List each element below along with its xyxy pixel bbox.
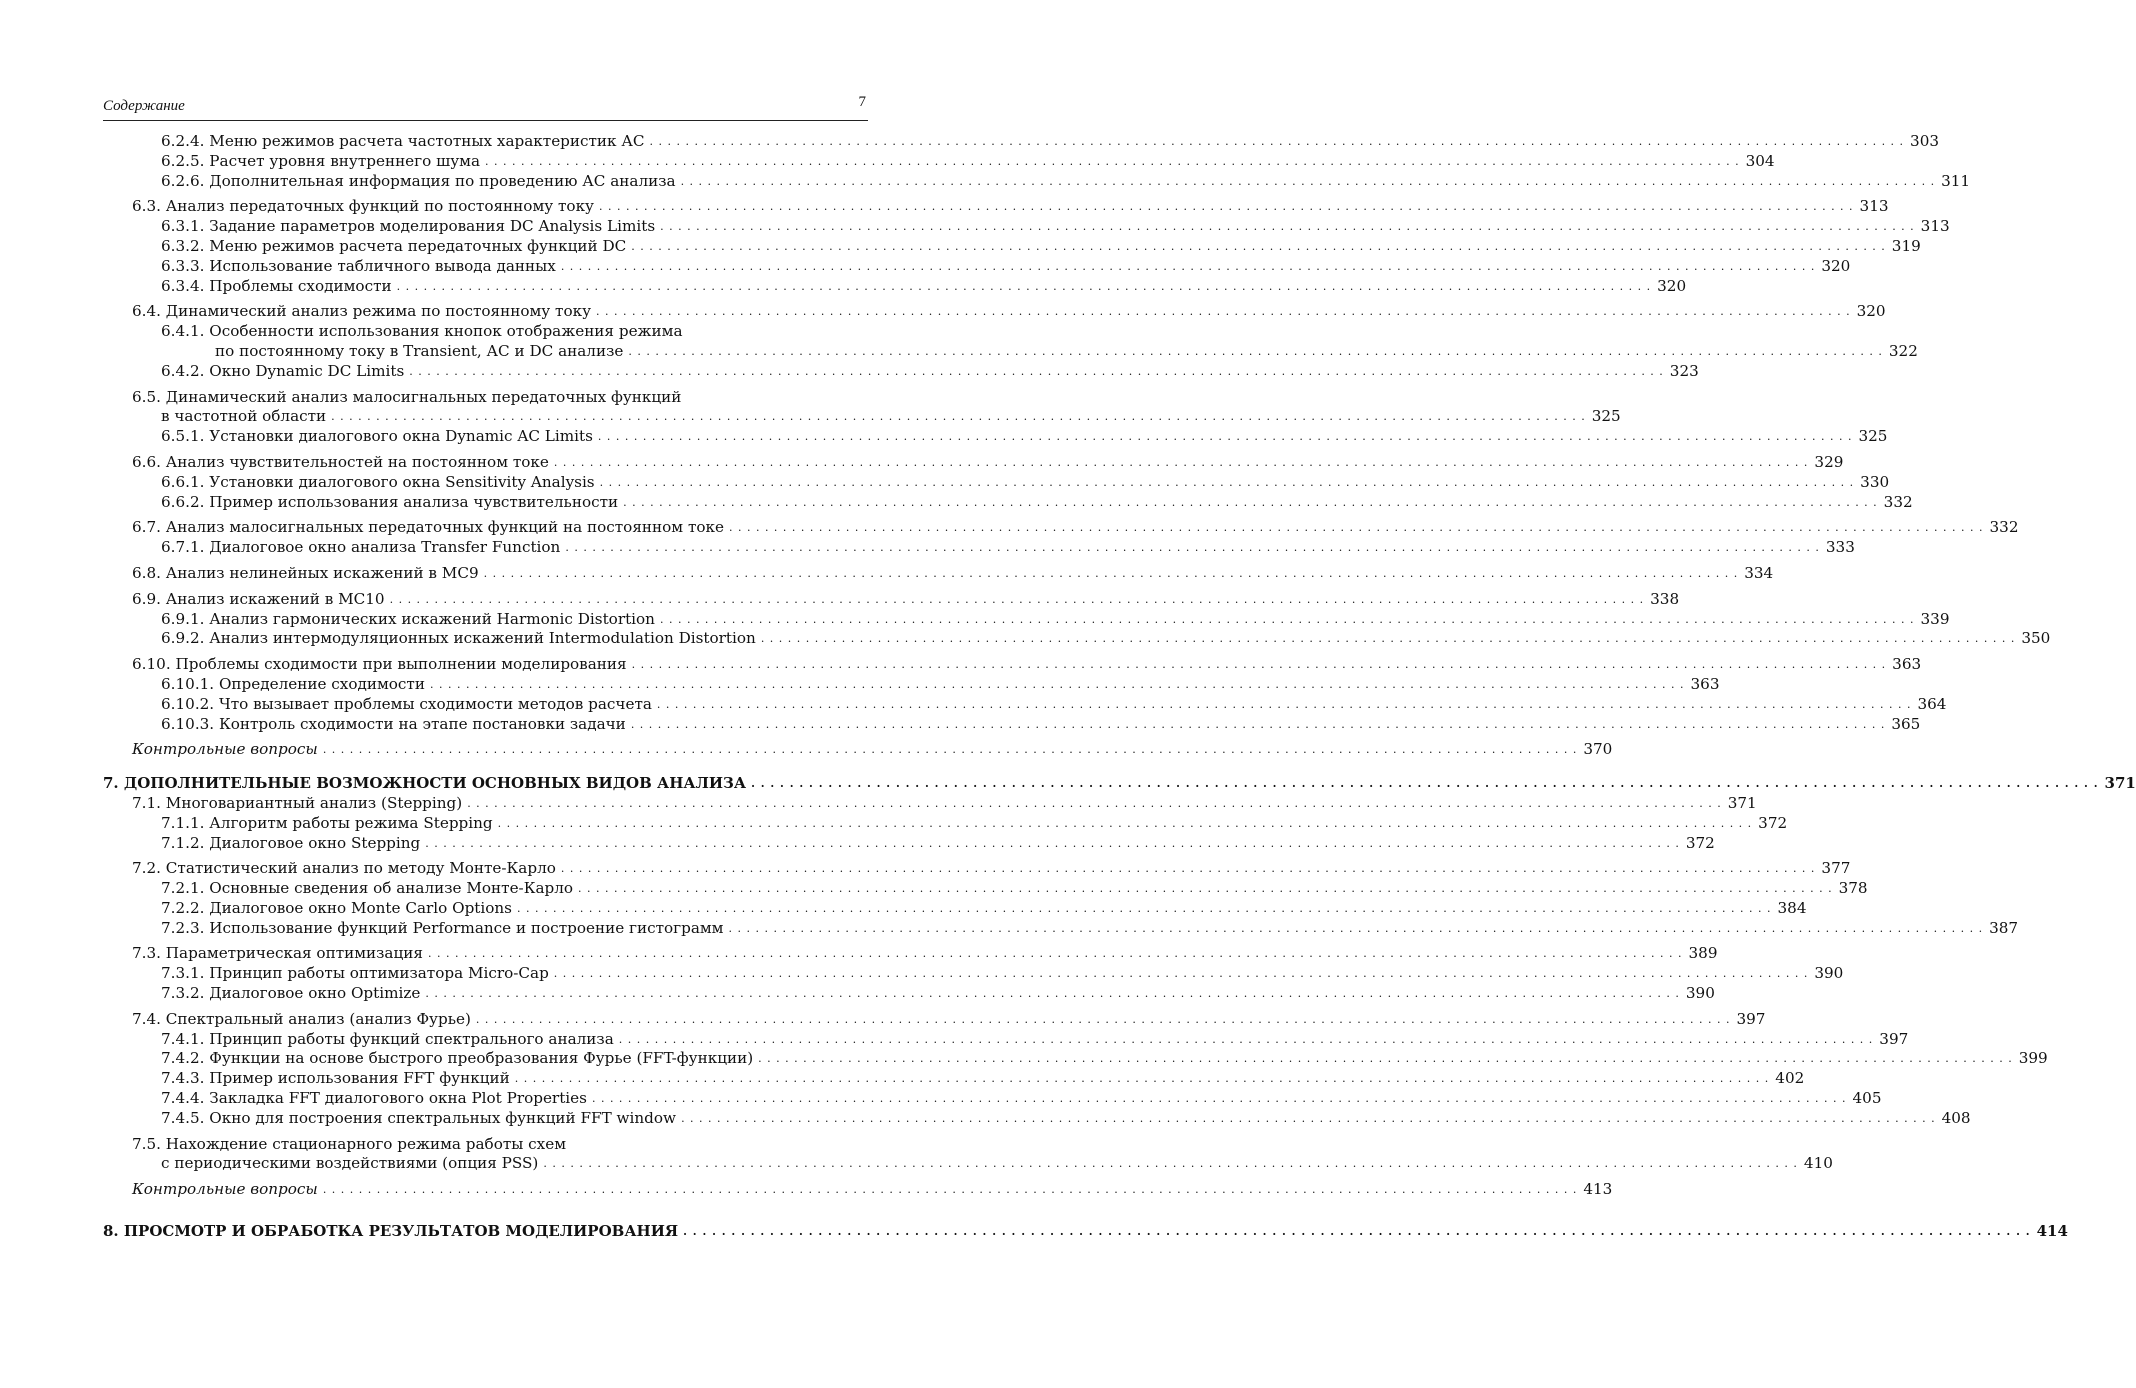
toc-entry-title: 7.4.3. Пример использования FFT функций xyxy=(161,1069,510,1088)
toc-entry-page: 387 xyxy=(1989,918,2019,937)
toc-entry-title: 6.7.1. Диалоговое окно анализа Transfer Function xyxy=(161,538,561,557)
toc-entry-title: 7.2.2. Диалоговое окно Monte Carlo Options xyxy=(161,898,512,917)
dot-leader: . . . . . . . . . . . . . . . . . . . . . . . . . . . . . . . . . . . . . . . . . . . . . . . . . . . . . . . . . . . . . . . . . . . . . . . . . . . . . . . . . . . . . . . . . . . . . . . . . . . . . . . . . . . . . . . . . . . . . . . . . . . . . . . . . . . . . . . . . . . . xyxy=(728,521,1984,535)
toc-entry xyxy=(103,1049,2048,1069)
toc-entry-page: 319 xyxy=(1891,236,1921,255)
toc-entry-title: 6.2.4. Меню режимов расчета частотных характеристик АС xyxy=(161,132,645,150)
toc-entry-title: 7.3.2. Диалоговое окно Optimize xyxy=(161,984,421,1003)
toc-entry-page: 332 xyxy=(1883,492,1913,511)
toc-entry xyxy=(103,563,1774,584)
toc-entry-page: 363 xyxy=(1690,674,1720,693)
dot-leader: . . . . . . . . . . . . . . . . . . . . . . . . . . . . . . . . . . . . . . . . . . . . . . . . . . . . . . . . . . . . . . . . . . . . . . . . . . . . . . . . . . . . . . . . . . . . . . . . . . . . . . . . . . . . . . . . . . . . . . . . . . . . . . . . . . . . . . . . . . . . xyxy=(560,259,1816,273)
toc-entry xyxy=(103,171,1971,192)
dot-leader: . . . . . . . . . . . . . . . . . . . . . . . . . . . . . . . . . . . . . . . . . . . . . . . . . . . . . . . . . . . . . . . . . . . . . . . . . . . . . . . . . . . . . . . . . . . . . . . . . . . . . . . . . . . . . . . . . . . . . . . . . . . . . . . . . . . . . . . . . . . . xyxy=(475,1012,1731,1026)
toc-entry-title: 6.3.2. Меню режимов расчета передаточных функций DC xyxy=(161,236,627,255)
toc-entry-title: 6.9.2. Анализ интермодуляционных искажений Intermodulation Distortion xyxy=(161,629,756,648)
toc-entry-page: 325 xyxy=(1591,407,1621,426)
dot-leader: . . . . . . . . . . . . . . . . . . . . . . . . . . . . . . . . . . . . . . . . . . . . . . . . . . . . . . . . . . . . . . . . . . . . . . . . . . . . . . . . . . . . . . . . . . . . . . . . . . . . . . . . . . . . . . . . . . . . . . . . . . . . . . . . . . . . . . . . . . . . xyxy=(599,200,1854,214)
toc-entry-title: 7.2.3. Использование функций Performance и построение гистограмм xyxy=(161,918,724,937)
toc-entry xyxy=(103,452,1844,473)
toc-entry-title: 7.1. Многовариантный анализ (Stepping) xyxy=(132,793,463,812)
toc-entry-title: 7. ДОПОЛНИТЕЛЬНЫЕ ВОЗМОЖНОСТИ ОСНОВНЫХ ВИДОВ АНАЛИЗА xyxy=(103,774,747,793)
toc-entry-title: 7.4.2. Функции на основе быстрого преобразования Фурье (FFT-функции) xyxy=(161,1049,754,1068)
header-title: Содержание xyxy=(103,98,185,114)
toc-entry-title: Контрольные вопросы xyxy=(132,1180,318,1199)
toc-entry-title: 7.1.1. Алгоритм работы режима Stepping xyxy=(161,813,493,832)
toc-entry xyxy=(103,256,1851,277)
toc-entry-title: 6.7. Анализ малосигнальных передаточных функций на постоянном токе xyxy=(132,518,724,537)
dot-leader: . . . . . . . . . . . . . . . . . . . . . . . . . . . . . . . . . . . . . . . . . . . . . . . . . . . . . . . . . . . . . . . . . . . . . . . . . . . . . . . . . . . . . . . . . . . . . . . . . . . . . . . . . . . . . . . . . . . . . . . . . . . . . . . . . . . . . . . . . . . . xyxy=(628,344,1883,358)
toc-entry-page: 377 xyxy=(1821,859,1851,878)
toc-entry-page: 372 xyxy=(1758,813,1788,832)
toc-entry xyxy=(103,1180,1613,1200)
dot-leader: . . . . . . . . . . . . . . . . . . . . . . . . . . . . . . . . . . . . . . . . . . . . . . . . . . . . . . . . . . . . . . . . . . . . . . . . . . . . . . . . . . . . . . . . . . . . . . . . . . . . . . . . . . . . . . . . . . . . . . . . . . . . . . . . . . . . . . . . . . . . xyxy=(656,697,1912,711)
toc-entry-title: 7.3. Параметрическая оптимизация xyxy=(132,944,423,963)
toc-entry-page: 390 xyxy=(1685,984,1715,1003)
toc-entry xyxy=(103,1069,1805,1089)
toc-entry-page: 365 xyxy=(1891,714,1921,733)
toc-entry-page: 371 xyxy=(1727,793,1757,812)
dot-leader: . . . . . . . . . . . . . . . . . . . . . . . . . . . . . . . . . . . . . . . . . . . . . . . . . . . . . . . . . . . . . . . . . . . . . . . . . . . . . . . . . . . . . . . . . . . . . . . . . . . . . . . . . . . . . . . . . . . . . . . . . . . . . . . . . . . . . . . . . . . . xyxy=(429,677,1685,691)
dot-leader: . . . . . . . . . . . . . . . . . . . . . . . . . . . . . . . . . . . . . . . . . . . . . . . . . . . . . . . . . . . . . . . . . . . . . . . . . . . . . . . . . . . . . . . . . . . . . . . . . . . . . . . . . . . . . . . . . . . . . . . . . . . . . . . . . . . . . . . . . . . . xyxy=(630,717,1886,731)
toc-entry-title: Контрольные вопросы xyxy=(132,740,318,759)
toc-entry-page: 399 xyxy=(2018,1049,2048,1068)
toc-entry xyxy=(103,407,1621,427)
dot-leader: . . . . . . . . . . . . . . . . . . . . . . . . . . . . . . . . . . . . . . . . . . . . . . . . . . . . . . . . . . . . . . . . . . . . . . . . . . . . . . . . . . . . . . . . . . . . . . . . . . . . . . . . . . . . . . . . . . . . . . . . . . . . . . . . . . . . . . . . . . . . xyxy=(631,658,1887,672)
dot-leader: . . . . . . . . . . . . . . . . . . . . . . . . . . . . . . . . . . . . . . . . . . . . . . . . . . . . . . . . . . . . . . . . . . . . . . . . . . . . . . . . . . . . . . . . . . . . . . . . . . . . . . . . . . . . . . . . . . . . . . . . . . . . . . . . . . . . . . . . . . . . xyxy=(680,174,1936,188)
toc-entry-page: 320 xyxy=(1821,256,1851,275)
toc-entry-title: 6.3.3. Использование табличного вывода данных xyxy=(161,256,556,275)
toc-entry-page: 311 xyxy=(1941,171,1971,190)
toc-entry-title: 7.3.1. Принцип работы оптимизатора Micro-Cap xyxy=(161,964,549,983)
dot-leader: . . . . . . . . . . . . . . . . . . . . . . . . . . . . . . . . . . . . . . . . . . . . . . . . . . . . . . . . . . . . . . . . . . . . . . . . . . . . . . . . . . . . . . . . . . . . . . . . . . . . . . . . . . . . . . . . . . . . . . . . . . . . . . . . . . . . . . . . . . . . xyxy=(565,541,1820,555)
toc-entry xyxy=(103,1108,1971,1129)
toc-entry-title: 7.4. Спектральный анализ (анализ Фурье) xyxy=(132,1009,471,1028)
toc-entry-page: 413 xyxy=(1583,1180,1613,1199)
toc-entry-page: 332 xyxy=(1989,518,2019,537)
dot-leader: . . . . . . . . . . . . . . . . . . . . . . . . . . . . . . . . . . . . . . . . . . . . . . . . . . . . . . . . . . . . . . . . . . . . . . . . . . . . . . . . . . . . . . . . . . . . . . . . . . . . . . . . . . . . . . . . . . . . . . . . . . . . . . . . . . . . . . . . . . . . xyxy=(322,743,1578,757)
toc-entry xyxy=(103,918,2019,939)
toc-entry-title: 6.2.5. Расчет уровня внутреннего шума xyxy=(161,151,481,170)
dot-leader: . . . . . . . . . . . . . . . . . . . . . . . . . . . . . . . . . . . . . . . . . . . . . . . . . . . . . . . . . . . . . . . . . . . . . . . . . . . . . . . . . . . . . . . . . . . . . . . . . . . . . . . . . . . . . . . . . . . . . . . . . . . . . . . . . . . . . . . . . . . . xyxy=(516,901,1772,915)
toc-entry-page: 350 xyxy=(2021,629,2051,648)
toc-entry-page: 313 xyxy=(1859,197,1889,216)
toc-entry xyxy=(103,276,1687,297)
dot-leader: . . . . . . . . . . . . . . . . . . . . . . . . . . . . . . . . . . . . . . . . . . . . . . . . . . . . . . . . . . . . . . . . . . . . . . . . . . . . . . . . . . . . . . . . . . . . . . . . . . . . . . . . . . . . . . . . . . . . . . . . . . . . . . . . . . . . . . . . . . . . xyxy=(631,239,1886,253)
toc-entry-page: 320 xyxy=(1856,302,1886,321)
toc-entry-page: 378 xyxy=(1838,879,1868,898)
dot-leader: . . . . . . . . . . . . . . . . . . . . . . . . . . . . . . . . . . . . . . . . . . . . . . . . . . . . . . . . . . . . . . . . . . . . . . . . . . . . . . . . . . . . . . . . . . . . . . . . . . . . . . . . . . . . . . . . . . . . . . . . . . . . . . . . . . . . . . . . . . . . xyxy=(497,816,1753,830)
toc-entry-page: 338 xyxy=(1650,589,1680,608)
toc-entry xyxy=(103,1029,1909,1050)
toc-entry xyxy=(103,674,1720,695)
dot-leader: . . . . . . . . . . . . . . . . . . . . . . . . . . . . . . . . . . . . . . . . . . . . . . . . . . . . . . . . . . . . . . . . . . . . . . . . . . . . . . . . . . . . . . . . . . . . . . . . . . . . . . . . . . . . . . . . . . . . . . . . . . . . . . . . . . . . . . . . . . . . xyxy=(758,1052,2013,1066)
dot-leader: . . . . . . . . . . . . . . . . . . . . . . . . . . . . . . . . . . . . . . . . . . . . . . . . . . . . . . . . . . . . . . . . . . . . . . . . . . . . . . . . . . . . . . . . . . . . . . . . . . . . . . . . . . . . . . . . . . . . . . . . . . . . . . . . . . . . . . . . . . . . xyxy=(427,947,1683,961)
toc-entry xyxy=(103,984,1715,1004)
dot-leader: . . . . . . . . . . . . . . . . . . . . . . . . . . . . . . . . . . . . . . . . . . . . . . . . . . . . . . . . . . . . . . . . . . . . . . . . . . . . . . . . . . . . . . . . . . . . . . . . . . . . . . . . . . . . . . . . . . . . . . . . . . . . . . . . . . . . . . . . . . . . xyxy=(599,475,1855,489)
dot-leader: . . . . . . . . . . . . . . . . . . . . . . . . . . . . . . . . . . . . . . . . . . . . . . . . . . . . . . . . . . . . . . . . . . . . . . . . . . . . . . . . . . . . . . . . . . . . . . . . . . . . . . . . . . . . . . . . . . . . . . . . . . . . . . . . . . . . . . . . . . . . xyxy=(425,836,1680,850)
toc-entry-title: 6.10.3. Контроль сходимости на этапе постановки задачи xyxy=(161,714,626,733)
toc-entry-title: 6.2.6. Дополнительная информация по проведению АС анализа xyxy=(161,171,676,190)
dot-leader: . . . . . . . . . . . . . . . . . . . . . . . . . . . . . . . . . . . . . . . . . . . . . . . . . . . . . . . . . . . . . . . . . . . . . . . . . . . . . . . . . . . . . . . . . . . . . . . . . . . . . . . . . . . . . . . . . . . . . . . . . . . . . . . . . . . . . . . . . . . . xyxy=(618,1032,1874,1046)
toc-entry-page: 371 xyxy=(2104,774,2136,793)
toc-entry xyxy=(103,694,1947,715)
toc-entry-title: 6.4.1. Особенности использования кнопок отображения режима xyxy=(161,322,683,341)
dot-leader: . . . . . . . . . . . . . . . . . . . . . . . . . . . . . . . . . . . . . . . . . . . . . . . . . . . . . . . . . . . . . . . . . . . . . . . . . . . . . . . . . . . . . . . . . . . . . . . . . . . . . . . . . . . . . . . . . . . . . . . . . . . . . . . . . . . . . . . . . . . . xyxy=(409,364,1664,378)
toc-entry-title: 6.4. Динамический анализ режима по постоянному току xyxy=(132,302,592,321)
dot-leader: . . . . . . . . . . . . . . . . . . . . . . . . . . . . . . . . . . . . . . . . . . . . . . . . . . . . . . . . . . . . . . . . . . . . . . . . . . . . . . . . . . . . . . . . . . . . . . . . . . . . . . . . . . . . . . . . . . . . . . . . . . . . . . . . . . . . . . . . . . . . xyxy=(553,967,1809,981)
toc-entry xyxy=(103,944,1718,964)
toc-entry-title: по постоянному току в Transient, АС и DC анализе xyxy=(215,341,624,360)
toc-entry-page: 390 xyxy=(1814,964,1844,983)
toc-entry-page: 405 xyxy=(1852,1089,1882,1108)
toc-entry-title: 7.2. Статистический анализ по методу Монте-Карло xyxy=(132,859,556,878)
toc-entry xyxy=(103,132,1940,152)
toc-entry-page: 323 xyxy=(1669,361,1699,380)
toc-entry xyxy=(103,740,1613,760)
dot-leader: . . . . . . . . . . . . . . . . . . . . . . . . . . . . . . . . . . . . . . . . . . . . . . . . . . . . . . . . . . . . . . . . . . . . . . . . . . . . . . . . . . . . . . . . . . . . . . . . . . . . . . . . . . . . . . . . . . . . . . . . . . . . . . . . . . . . . . . . . . . . xyxy=(483,566,1739,580)
toc-entry-page: 414 xyxy=(2036,1222,2068,1241)
toc-entry-page: 339 xyxy=(1920,609,1950,628)
toc-entry-title: 7.1.2. Диалоговое окно Stepping xyxy=(161,833,421,852)
dot-leader: . . . . . . . . . . . . . . . . . . . . . . . . . . . . . . . . . . . . . . . . . . . . . . . . . . . . . . . . . . . . . . . . . . . . . . . . . . . . . . . . . . . . . . . . . . . . . . . . . . . . . . . . . . . . . . . . . . . . . . . . . . . . . . . . . . . . . . . . . . . . xyxy=(553,455,1809,469)
toc-entry-title: 7.4.5. Окно для построения спектральных функций FFT window xyxy=(161,1108,677,1127)
toc-entry-title: в частотной области xyxy=(161,407,327,426)
toc-entry xyxy=(103,1089,1882,1109)
toc-entry-title: 7.5. Нахождение стационарного режима работы схем xyxy=(132,1134,567,1153)
dot-leader: . . . . . . . . . . . . . . . . . . . . . . . . . . . . . . . . . . . . . . . . . . . . . . . . . . . . . . . . . . . . . . . . . . . . . . . . . . . . . . . . . . . . . . . . . . . . . . . . . . . . . . . . . . . . . . . . . . . . . . . . . . . . . . . . . . . . . . . . . . . . xyxy=(760,632,2016,646)
dot-leader: . . . . . . . . . . . . . . . . . . . . . . . . . . . . . . . . . . . . . . . . . . . . . . . . . . . . . . . . . . . . . . . . . . . . . . . . . . . . . . . . . . . . . . . . . . . . . . . . . . . . . . . . . . . . . . . . . . . . . . . . . . . . . . . . . . . . . . . . . . . . xyxy=(396,279,1652,293)
dot-leader: . . . . . . . . . . . . . . . . . . . . . . . . . . . . . . . . . . . . . . . . . . . . . . . . . . . . . . . . . . . . . . . . . . . . . . . . . . . . . . . . . . . . . . . . . . . . . . . . . . . . . . . . . . . . . . . . . . . . . . . . . . . . . . . . . . . . . . . . . . . . xyxy=(591,1092,1847,1106)
toc-entry xyxy=(103,341,1918,362)
toc-entry-page: 313 xyxy=(1920,217,1950,236)
toc-entry xyxy=(103,151,1775,172)
toc-entry-title: 6.6.1. Установки диалогового окна Sensitivity Analysis xyxy=(161,472,595,491)
toc-entry-title: 6.4.2. Окно Dynamic DC Limits xyxy=(161,361,405,380)
dot-leader: . . . . . . . . . . . . . . . . . . . . . . . . . . . . . . . . . . . . . . . . . . . . . . . . . . . . . . . . . . . . . . . . . . . . . . . . . . . . . . . . . . . . . . . . . . . . . . . . . . . . . . . . . . . . . . . . . . . . . . . . . . . . . . . . . . . . . . . . . . . . xyxy=(683,1225,2031,1239)
toc-entry xyxy=(103,388,865,408)
toc-entry-title: 6.8. Анализ нелинейных искажений в МС9 xyxy=(132,563,479,582)
toc-entry-title: 6.10.1. Определение сходимости xyxy=(161,674,425,693)
toc-entry-title: 7.4.4. Закладка FFT диалогового окна Plot Properties xyxy=(161,1089,587,1108)
toc-entry-title: 8. ПРОСМОТР И ОБРАБОТКА РЕЗУЛЬТАТОВ МОДЕЛИРОВАНИЯ xyxy=(103,1222,679,1241)
toc-entry-title: 6.3.1. Задание параметров моделирования DC Analysis Limits xyxy=(161,217,656,236)
dot-leader: . . . . . . . . . . . . . . . . . . . . . . . . . . . . . . . . . . . . . . . . . . . . . . . . . . . . . . . . . . . . . . . . . . . . . . . . . . . . . . . . . . . . . . . . . . . . . . . . . . . . . . . . . . . . . . . . . . . . . . . . . . . . . . . . . . . . . . . . . . . . xyxy=(596,305,1851,319)
dot-leader: . . . . . . . . . . . . . . . . . . . . . . . . . . . . . . . . . . . . . . . . . . . . . . . . . . . . . . . . . . . . . . . . . . . . . . . . . . . . . . . . . . . . . . . . . . . . . . . . . . . . . . . . . . . . . . . . . . . . . . . . . . . . . . . . . . . . . . . . . . . . xyxy=(560,862,1816,876)
toc-entry-page: 304 xyxy=(1745,151,1775,170)
toc-entry-page: 320 xyxy=(1657,276,1687,295)
dot-leader: . . . . . . . . . . . . . . . . . . . . . . . . . . . . . . . . . . . . . . . . . . . . . . . . . . . . . . . . . . . . . . . . . . . . . . . . . . . . . . . . . . . . . . . . . . . . . . . . . . . . . . . . . . . . . . . . . . . . . . . . . . . . . . . . . . . . . . . . . . . . xyxy=(331,410,1586,424)
dot-leader: . . . . . . . . . . . . . . . . . . . . . . . . . . . . . . . . . . . . . . . . . . . . . . . . . . . . . . . . . . . . . . . . . . . . . . . . . . . . . . . . . . . . . . . . . . . . . . . . . . . . . . . . . . . . . . . . . . . . . . . . . . . . . . . . . . . . . . . . . . . . xyxy=(485,154,1740,168)
toc-entry xyxy=(103,609,1950,630)
toc-entry-page: 363 xyxy=(1892,655,1922,674)
toc-entry-page: 303 xyxy=(1910,132,1940,150)
dot-leader: . . . . . . . . . . . . . . . . . . . . . . . . . . . . . . . . . . . . . . . . . . . . . . . . . . . . . . . . . . . . . . . . . . . . . . . . . . . . . . . . . . . . . . . . . . . . . . . . . . . . . . . . . . . . . . . . . . . . . . . . . . . . . . . . . . . . . . . . . . . . xyxy=(623,495,1878,509)
dot-leader: . . . . . . . . . . . . . . . . . . . . . . . . . . . . . . . . . . . . . . . . . . . . . . . . . . . . . . . . . . . . . . . . . . . . . . . . . . . . . . . . . . . . . . . . . . . . . . . . . . . . . . . . . . . . . . . . . . . . . . . . . . . . . . . . . . . . . . . . . . . . xyxy=(751,777,2099,791)
toc-entry-title: 6.5.1. Установки диалогового окна Dynamic AC Limits xyxy=(161,427,593,446)
toc-entry xyxy=(103,793,1757,814)
dot-leader: . . . . . . . . . . . . . . . . . . . . . . . . . . . . . . . . . . . . . . . . . . . . . . . . . . . . . . . . . . . . . . . . . . . . . . . . . . . . . . . . . . . . . . . . . . . . . . . . . . . . . . . . . . . . . . . . . . . . . . . . . . . . . . . . . . . . . . . . . . . . xyxy=(425,987,1680,1001)
toc-entry-title: 6.3. Анализ передаточных функций по постоянному току xyxy=(132,197,594,216)
dot-leader: . . . . . . . . . . . . . . . . . . . . . . . . . . . . . . . . . . . . . . . . . . . . . . . . . . . . . . . . . . . . . . . . . . . . . . . . . . . . . . . . . . . . . . . . . . . . . . . . . . . . . . . . . . . . . . . . . . . . . . . . . . . . . . . . . . . . . . . . . . . . xyxy=(597,430,1853,444)
toc-entry xyxy=(103,427,1888,447)
toc-entry-title: 6.5. Динамический анализ малосигнальных передаточных функций xyxy=(132,387,682,406)
toc-entry-page: 330 xyxy=(1860,472,1890,491)
toc-entry xyxy=(103,197,1889,217)
toc-entry xyxy=(103,472,1890,493)
dot-leader: . . . . . . . . . . . . . . . . . . . . . . . . . . . . . . . . . . . . . . . . . . . . . . . . . . . . . . . . . . . . . . . . . . . . . . . . . . . . . . . . . . . . . . . . . . . . . . . . . . . . . . . . . . . . . . . . . . . . . . . . . . . . . . . . . . . . . . . . . . . . xyxy=(578,882,1833,896)
page-number: 7 xyxy=(858,94,866,110)
toc-entry xyxy=(103,538,1855,558)
dot-leader: . . . . . . . . . . . . . . . . . . . . . . . . . . . . . . . . . . . . . . . . . . . . . . . . . . . . . . . . . . . . . . . . . . . . . . . . . . . . . . . . . . . . . . . . . . . . . . . . . . . . . . . . . . . . . . . . . . . . . . . . . . . . . . . . . . . . . . . . . . . . xyxy=(728,921,1984,935)
toc-entry-page: 384 xyxy=(1777,898,1807,917)
toc-entry xyxy=(103,655,1922,675)
toc-entry-page: 397 xyxy=(1736,1009,1766,1028)
toc-entry-page: 333 xyxy=(1825,538,1855,557)
toc-entry-title: 6.6.2. Пример использования анализа чувствительности xyxy=(161,492,619,511)
table-of-contents xyxy=(103,132,2136,1242)
toc-entry xyxy=(103,236,1921,257)
toc-entry-title: 6.10.2. Что вызывает проблемы сходимости методов расчета xyxy=(161,694,652,713)
toc-entry xyxy=(103,813,1788,834)
toc-entry-title: 6.9. Анализ искажений в МС10 xyxy=(132,589,385,608)
toc-entry-page: 408 xyxy=(1941,1108,1971,1127)
toc-entry-page: 325 xyxy=(1858,427,1888,446)
toc-entry-title: 7.2.1. Основные сведения об анализе Монте-Карло xyxy=(161,879,574,898)
toc-entry-page: 402 xyxy=(1775,1069,1805,1088)
toc-entry xyxy=(103,714,1921,735)
toc-entry-title: 6.6. Анализ чувствительностей на постоянном токе xyxy=(132,452,549,471)
toc-entry xyxy=(103,217,1950,237)
toc-entry xyxy=(103,492,1913,513)
toc-entry-title: 7.4.1. Принцип работы функций спектрального анализа xyxy=(161,1029,614,1048)
toc-entry xyxy=(103,302,1886,322)
toc-entry xyxy=(103,1009,1766,1030)
toc-entry xyxy=(103,1154,1833,1174)
dot-leader: . . . . . . . . . . . . . . . . . . . . . . . . . . . . . . . . . . . . . . . . . . . . . . . . . . . . . . . . . . . . . . . . . . . . . . . . . . . . . . . . . . . . . . . . . . . . . . . . . . . . . . . . . . . . . . . . . . . . . . . . . . . . . . . . . . . . . . . . . . . . xyxy=(389,592,1645,606)
toc-entry xyxy=(103,879,1868,899)
toc-entry xyxy=(103,629,2051,649)
dot-leader: . . . . . . . . . . . . . . . . . . . . . . . . . . . . . . . . . . . . . . . . . . . . . . . . . . . . . . . . . . . . . . . . . . . . . . . . . . . . . . . . . . . . . . . . . . . . . . . . . . . . . . . . . . . . . . . . . . . . . . . . . . . . . . . . . . . . . . . . . . . . xyxy=(660,220,1915,234)
toc-entry xyxy=(103,361,1699,382)
dot-leader: . . . . . . . . . . . . . . . . . . . . . . . . . . . . . . . . . . . . . . . . . . . . . . . . . . . . . . . . . . . . . . . . . . . . . . . . . . . . . . . . . . . . . . . . . . . . . . . . . . . . . . . . . . . . . . . . . . . . . . . . . . . . . . . . . . . . . . . . . . . . xyxy=(543,1157,1798,1171)
dot-leader: . . . . . . . . . . . . . . . . . . . . . . . . . . . . . . . . . . . . . . . . . . . . . . . . . . . . . . . . . . . . . . . . . . . . . . . . . . . . . . . . . . . . . . . . . . . . . . . . . . . . . . . . . . . . . . . . . . . . . . . . . . . . . . . . . . . . . . . . . . . . xyxy=(467,796,1722,810)
toc-entry-page: 370 xyxy=(1583,740,1613,759)
toc-entry xyxy=(103,898,1807,919)
toc-entry xyxy=(103,774,2136,794)
toc-entry-title: с периодическими воздействиями (опция PSS) xyxy=(161,1154,539,1173)
toc-entry-page: 364 xyxy=(1917,694,1947,713)
toc-entry xyxy=(103,1135,865,1155)
toc-entry-title: 6.9.1. Анализ гармонических искажений Harmonic Distortion xyxy=(161,609,655,628)
toc-entry-page: 322 xyxy=(1888,341,1918,360)
dot-leader: . . . . . . . . . . . . . . . . . . . . . . . . . . . . . . . . . . . . . . . . . . . . . . . . . . . . . . . . . . . . . . . . . . . . . . . . . . . . . . . . . . . . . . . . . . . . . . . . . . . . . . . . . . . . . . . . . . . . . . . . . . . . . . . . . . . . . . . . . . . . xyxy=(322,1183,1578,1197)
toc-entry xyxy=(103,518,2019,538)
toc-entry xyxy=(103,964,1844,984)
dot-leader: . . . . . . . . . . . . . . . . . . . . . . . . . . . . . . . . . . . . . . . . . . . . . . . . . . . . . . . . . . . . . . . . . . . . . . . . . . . . . . . . . . . . . . . . . . . . . . . . . . . . . . . . . . . . . . . . . . . . . . . . . . . . . . . . . . . . . . . . . . . . xyxy=(514,1072,1770,1086)
dot-leader: . . . . . . . . . . . . . . . . . . . . . . . . . . . . . . . . . . . . . . . . . . . . . . . . . . . . . . . . . . . . . . . . . . . . . . . . . . . . . . . . . . . . . . . . . . . . . . . . . . . . . . . . . . . . . . . . . . . . . . . . . . . . . . . . . . . . . . . . . . . . xyxy=(649,135,1905,148)
toc-entry xyxy=(103,589,1680,610)
toc-entry-page: 372 xyxy=(1685,833,1715,852)
toc-entry-page: 397 xyxy=(1879,1029,1909,1048)
toc-entry xyxy=(103,322,865,342)
toc-entry-page: 329 xyxy=(1814,452,1844,471)
toc-entry-title: 6.10. Проблемы сходимости при выполнении моделирования xyxy=(132,655,627,674)
dot-leader: . . . . . . . . . . . . . . . . . . . . . . . . . . . . . . . . . . . . . . . . . . . . . . . . . . . . . . . . . . . . . . . . . . . . . . . . . . . . . . . . . . . . . . . . . . . . . . . . . . . . . . . . . . . . . . . . . . . . . . . . . . . . . . . . . . . . . . . . . . . . xyxy=(681,1111,1936,1125)
dot-leader: . . . . . . . . . . . . . . . . . . . . . . . . . . . . . . . . . . . . . . . . . . . . . . . . . . . . . . . . . . . . . . . . . . . . . . . . . . . . . . . . . . . . . . . . . . . . . . . . . . . . . . . . . . . . . . . . . . . . . . . . . . . . . . . . . . . . . . . . . . . . xyxy=(659,612,1915,626)
running-header xyxy=(103,94,868,121)
toc-entry xyxy=(103,859,1851,879)
toc-entry-page: 410 xyxy=(1803,1154,1833,1173)
toc-entry-page: 389 xyxy=(1688,944,1718,963)
toc-entry-title: 6.3.4. Проблемы сходимости xyxy=(161,276,392,295)
toc-entry-page: 334 xyxy=(1744,563,1774,582)
toc-entry xyxy=(103,1222,2068,1242)
toc-entry xyxy=(103,833,1715,854)
